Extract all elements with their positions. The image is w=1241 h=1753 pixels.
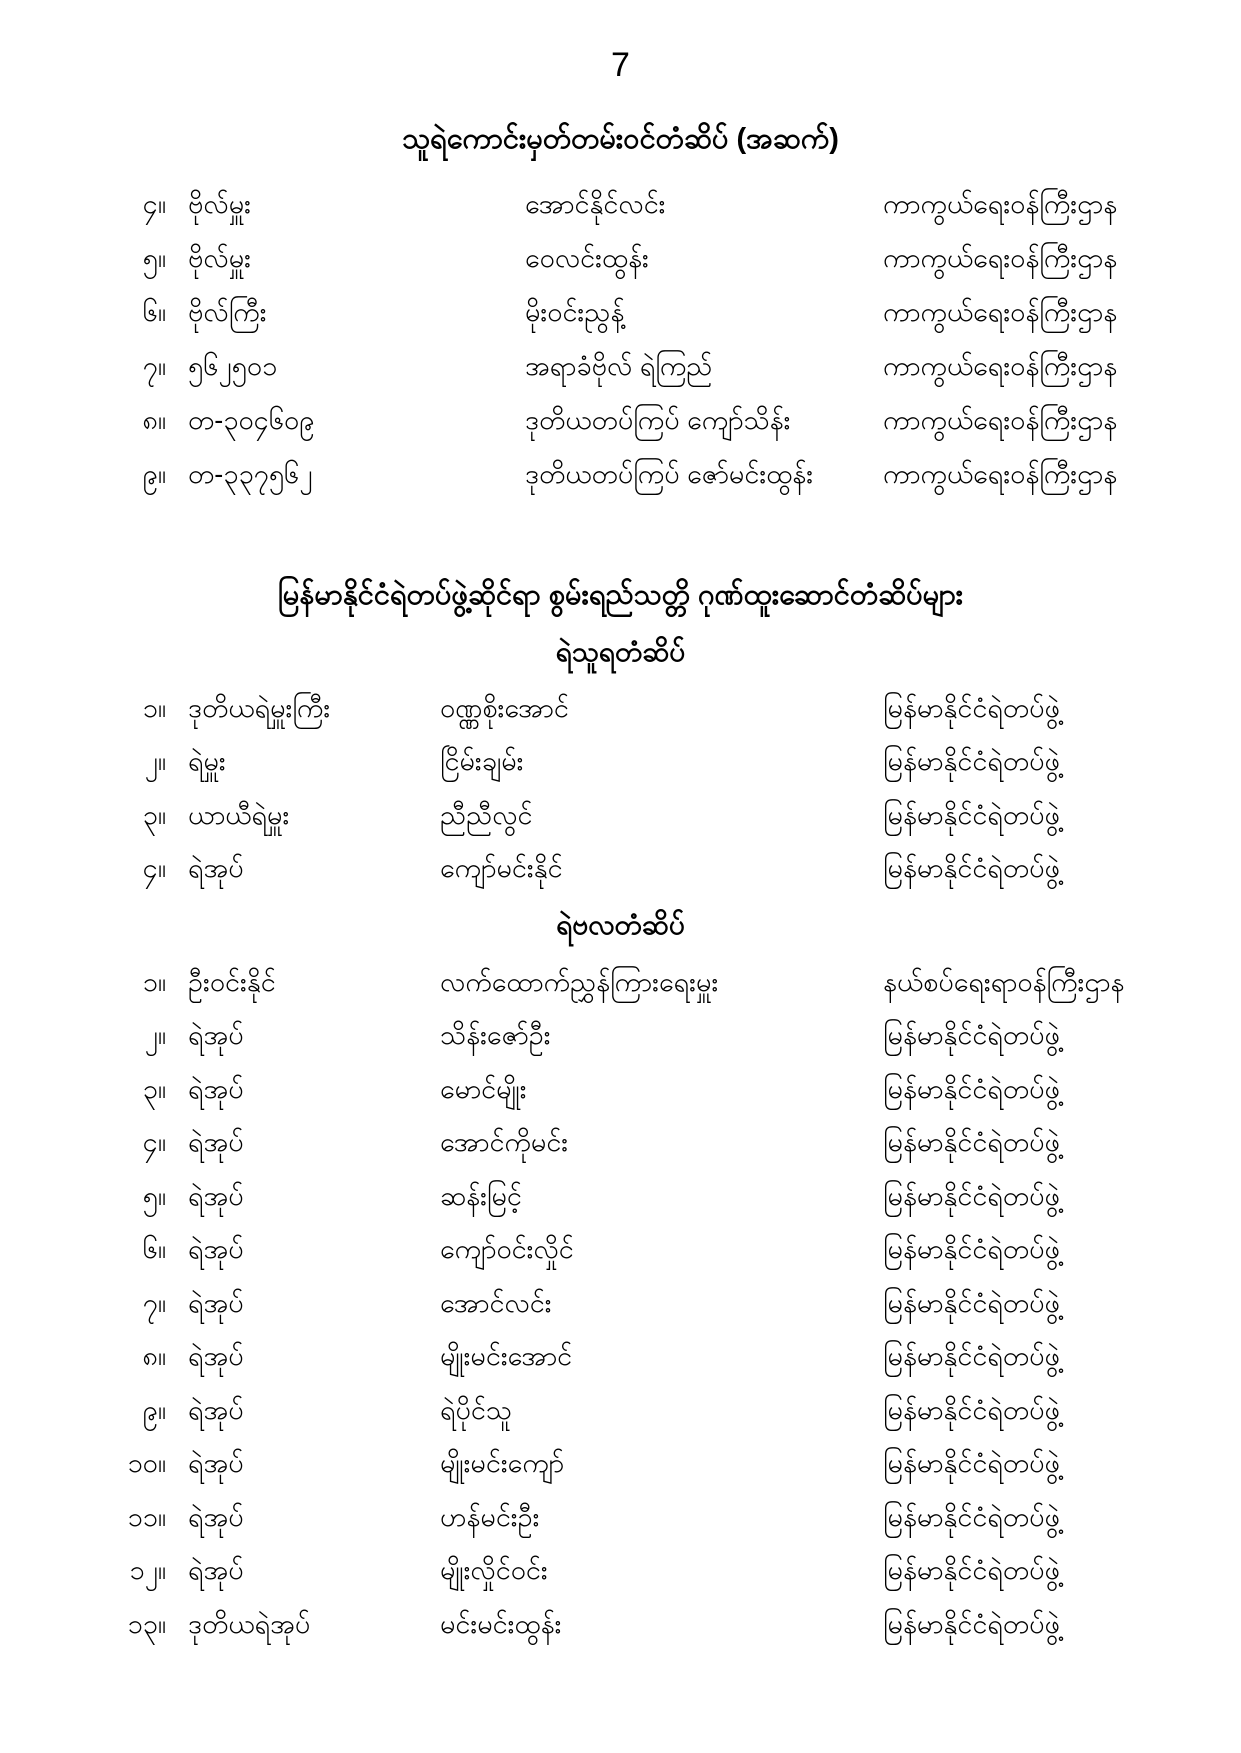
row-number: ၁၀။ bbox=[127, 1448, 166, 1479]
row-number: ၅။ bbox=[142, 1180, 166, 1211]
row-number: ၈။ bbox=[142, 405, 166, 435]
table-row bbox=[0, 1333, 1241, 1387]
row-number: ၁။ bbox=[142, 692, 166, 723]
organization-cell: ကာကွယ်ရေးဝန်ကြီးဌာန bbox=[883, 243, 1118, 273]
row-number: ၂။ bbox=[144, 1020, 166, 1051]
organization-cell: မြန်မာနိုင်ငံရဲတပ်ဖွဲ့ bbox=[883, 1180, 1060, 1211]
name-cell: ကျော်မင်းနိုင် bbox=[440, 853, 563, 884]
row-number: ၃။ bbox=[142, 1073, 166, 1104]
table-row bbox=[0, 450, 1241, 504]
table-row bbox=[0, 234, 1241, 288]
table-row bbox=[0, 791, 1241, 845]
row-number: ၁၃။ bbox=[127, 1608, 166, 1639]
row-number: ၆။ bbox=[142, 297, 166, 327]
name-cell: ဝဏ္ဏစိုးအောင် bbox=[440, 692, 569, 723]
name-cell: မင်းမင်းထွန်း bbox=[440, 1608, 562, 1639]
row-number: ၄။ bbox=[142, 1127, 166, 1158]
table-row bbox=[0, 1493, 1241, 1547]
table-row bbox=[0, 738, 1241, 792]
name-cell: ဒုတိယတပ်ကြပ် ဇော်မင်းထွန်း bbox=[525, 459, 814, 489]
rank-cell: ရဲမှူး bbox=[188, 746, 226, 777]
rank-cell: ၅၆၂၅၀၁ bbox=[188, 351, 278, 381]
row-number: ၄။ bbox=[142, 853, 166, 884]
organization-cell: မြန်မာနိုင်ငံရဲတပ်ဖွဲ့ bbox=[883, 1555, 1060, 1586]
name-cell: ကျော်ဝင်းလှိုင် bbox=[440, 1234, 574, 1265]
rank-cell: ဦးဝင်းနိုင် bbox=[188, 966, 276, 997]
table-row bbox=[0, 845, 1241, 899]
name-cell: ဝေလင်းထွန်း bbox=[525, 243, 649, 273]
table-row bbox=[0, 288, 1241, 342]
rank-cell: ရဲအုပ် bbox=[188, 1448, 244, 1479]
row-number: ၄။ bbox=[142, 189, 166, 219]
name-cell: အောင်လင်း bbox=[440, 1287, 552, 1318]
organization-cell: နယ်စပ်ရေးရာဝန်ကြီးဌာန bbox=[883, 966, 1125, 997]
rank-cell: ဒုတိယရဲအုပ် bbox=[188, 1608, 311, 1639]
table-row bbox=[0, 1600, 1241, 1654]
organization-cell: ကာကွယ်ရေးဝန်ကြီးဌာန bbox=[883, 459, 1118, 489]
rank-cell: ရဲအုပ် bbox=[188, 1341, 244, 1372]
table-row bbox=[0, 396, 1241, 450]
row-number: ၂။ bbox=[144, 746, 166, 777]
table-row bbox=[0, 1279, 1241, 1333]
section2-subtitle: ရဲသူရတံဆိပ် bbox=[555, 636, 686, 667]
rank-cell: ရဲအုပ် bbox=[188, 1073, 244, 1104]
section2-title: မြန်မာနိုင်ငံရဲတပ်ဖွဲ့ဆိုင်ရာ စွမ်းရည်သတ္တိ ဂုဏ်ထူးဆောင်တံဆိပ်များ bbox=[277, 579, 964, 611]
row-number: ၃။ bbox=[142, 799, 166, 830]
name-cell: အရာခံဗိုလ် ရဲကြည် bbox=[525, 351, 713, 381]
row-number: ၈။ bbox=[142, 1341, 166, 1372]
row-number: ၆။ bbox=[142, 1234, 166, 1265]
rank-cell: ရဲအုပ် bbox=[188, 1180, 244, 1211]
rank-cell: ယာယီရဲမှူး bbox=[188, 799, 290, 830]
organization-cell: မြန်မာနိုင်ငံရဲတပ်ဖွဲ့ bbox=[883, 1501, 1060, 1532]
row-number: ၇။ bbox=[142, 351, 166, 381]
name-cell: ဒုတိယတပ်ကြပ် ကျော်သိန်း bbox=[525, 405, 791, 435]
name-cell: သိန်းဇော်ဦး bbox=[440, 1020, 551, 1051]
table-row bbox=[0, 180, 1241, 234]
rank-cell: ရဲအုပ် bbox=[188, 1127, 244, 1158]
rank-cell: ဒုတိယရဲမှူးကြီး bbox=[188, 692, 331, 723]
row-number: ၅။ bbox=[142, 243, 166, 273]
organization-cell: မြန်မာနိုင်ငံရဲတပ်ဖွဲ့ bbox=[883, 692, 1060, 723]
rank-cell: ရဲအုပ် bbox=[188, 1234, 244, 1265]
name-cell: ညီညီလွင် bbox=[440, 799, 533, 830]
organization-cell: မြန်မာနိုင်ငံရဲတပ်ဖွဲ့ bbox=[883, 1394, 1060, 1425]
name-cell: အောင်ကိုမင်း bbox=[440, 1127, 569, 1158]
organization-cell: ကာကွယ်ရေးဝန်ကြီးဌာန bbox=[883, 351, 1118, 381]
table-row bbox=[0, 684, 1241, 738]
table-row bbox=[0, 1119, 1241, 1173]
table-row bbox=[0, 1386, 1241, 1440]
section1-title: သူရဲကောင်းမှတ်တမ်းဝင်တံဆိပ် (အဆက်) bbox=[402, 123, 839, 155]
row-number: ၉။ bbox=[142, 1394, 166, 1425]
name-cell: မောင်မျိုး bbox=[440, 1073, 527, 1104]
table-row bbox=[0, 342, 1241, 396]
table-row bbox=[0, 1012, 1241, 1066]
row-number: ၁၁။ bbox=[127, 1501, 166, 1532]
rank-cell: ရဲအုပ် bbox=[188, 1555, 244, 1586]
name-cell: ဆန်းမြင့် bbox=[440, 1180, 522, 1211]
name-cell: မိုးဝင်းညွန့် bbox=[525, 297, 625, 327]
organization-cell: မြန်မာနိုင်ငံရဲတပ်ဖွဲ့ bbox=[883, 1287, 1060, 1318]
page-number: 7 bbox=[611, 46, 630, 84]
rank-cell: တ-၃၀၄၆၀၉ bbox=[188, 405, 315, 435]
organization-cell: မြန်မာနိုင်ငံရဲတပ်ဖွဲ့ bbox=[883, 1448, 1060, 1479]
organization-cell: မြန်မာနိုင်ငံရဲတပ်ဖွဲ့ bbox=[883, 1020, 1060, 1051]
section1-award-list bbox=[0, 180, 1241, 504]
row-number: ၁၂။ bbox=[129, 1555, 166, 1586]
organization-cell: ကာကွယ်ရေးဝန်ကြီးဌာန bbox=[883, 405, 1118, 435]
name-cell: အောင်နိုင်လင်း bbox=[525, 189, 666, 219]
row-number: ၇။ bbox=[142, 1287, 166, 1318]
name-cell: လက်ထောက်ညွှန်ကြားရေးမှူး bbox=[440, 966, 719, 997]
organization-cell: ကာကွယ်ရေးဝန်ကြီးဌာန bbox=[883, 297, 1118, 327]
organization-cell: မြန်မာနိုင်ငံရဲတပ်ဖွဲ့ bbox=[883, 1341, 1060, 1372]
rank-cell: ရဲအုပ် bbox=[188, 1020, 244, 1051]
table-row bbox=[0, 1172, 1241, 1226]
table-row bbox=[0, 1440, 1241, 1494]
table-row bbox=[0, 1547, 1241, 1601]
rank-cell: ရဲအုပ် bbox=[188, 1394, 244, 1425]
rank-cell: ဗိုလ်မှူး bbox=[188, 243, 252, 273]
rank-cell: ဗိုလ်မှူး bbox=[188, 189, 252, 219]
organization-cell: မြန်မာနိုင်ငံရဲတပ်ဖွဲ့ bbox=[883, 799, 1060, 830]
organization-cell: မြန်မာနိုင်ငံရဲတပ်ဖွဲ့ bbox=[883, 1234, 1060, 1265]
rank-cell: ရဲအုပ် bbox=[188, 853, 244, 884]
name-cell: ဟန်မင်းဦး bbox=[440, 1501, 540, 1532]
section3-award-list bbox=[0, 958, 1241, 1654]
rank-cell: တ-၃၃၇၅၆၂ bbox=[188, 459, 313, 489]
name-cell: ငြိမ်းချမ်း bbox=[440, 746, 524, 777]
organization-cell: ကာကွယ်ရေးဝန်ကြီးဌာန bbox=[883, 189, 1118, 219]
organization-cell: မြန်မာနိုင်ငံရဲတပ်ဖွဲ့ bbox=[883, 1073, 1060, 1104]
name-cell: မျိုးမင်းကျော် bbox=[440, 1448, 565, 1479]
organization-cell: မြန်မာနိုင်ငံရဲတပ်ဖွဲ့ bbox=[883, 1127, 1060, 1158]
rank-cell: ရဲအုပ် bbox=[188, 1287, 244, 1318]
name-cell: ရဲပိုင်သူ bbox=[440, 1394, 512, 1425]
name-cell: မျိုးလှိုင်ဝင်း bbox=[440, 1555, 548, 1586]
organization-cell: မြန်မာနိုင်ငံရဲတပ်ဖွဲ့ bbox=[883, 1608, 1060, 1639]
row-number: ၉။ bbox=[142, 459, 166, 489]
table-row bbox=[0, 1065, 1241, 1119]
organization-cell: မြန်မာနိုင်ငံရဲတပ်ဖွဲ့ bbox=[883, 746, 1060, 777]
row-number: ၁။ bbox=[142, 966, 166, 997]
name-cell: မျိုးမင်းအောင် bbox=[440, 1341, 573, 1372]
section3-subtitle: ရဲဗလတံဆိပ် bbox=[556, 909, 685, 940]
rank-cell: ရဲအုပ် bbox=[188, 1501, 244, 1532]
rank-cell: ဗိုလ်ကြီး bbox=[188, 297, 267, 327]
section2-award-list bbox=[0, 684, 1241, 898]
table-row bbox=[0, 1226, 1241, 1280]
table-row bbox=[0, 958, 1241, 1012]
organization-cell: မြန်မာနိုင်ငံရဲတပ်ဖွဲ့ bbox=[883, 853, 1060, 884]
